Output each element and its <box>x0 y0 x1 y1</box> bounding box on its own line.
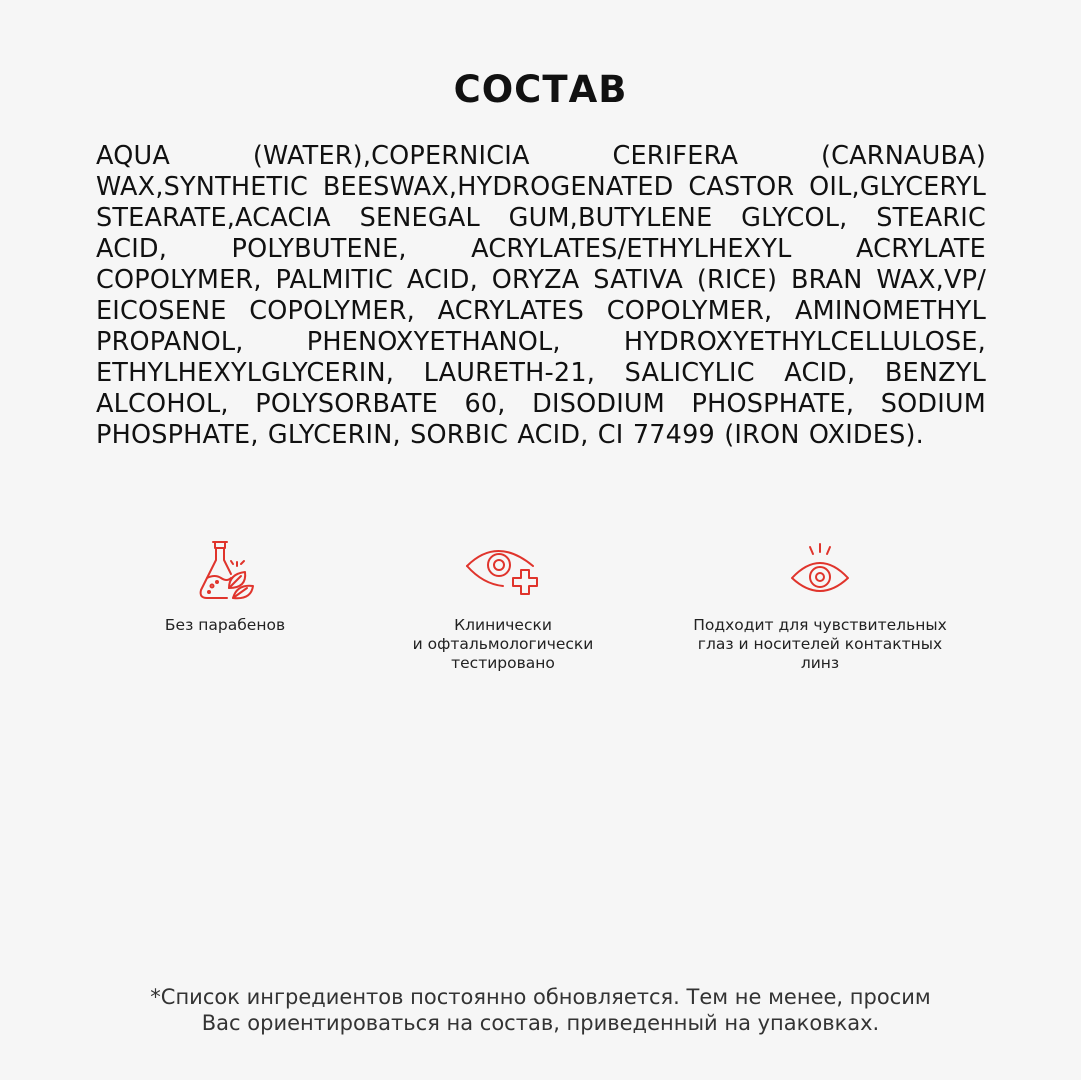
feature-label: Клинически и офтальмологически тестировано <box>412 616 594 672</box>
feature-sensitive-eyes <box>675 538 965 673</box>
feature-no-parabens <box>80 538 370 635</box>
feature-label: Подходит для чувствительных глаз и носителей контактных линз <box>693 616 947 672</box>
eye-plus-icon <box>461 538 545 604</box>
eye-rays-icon <box>778 538 862 604</box>
feature-label: Без парабенов <box>164 616 286 634</box>
features-row <box>0 538 1081 698</box>
footnote: *Список ингредиентов постоянно обновляется. Тем не менее, просим Вас ориентироваться на состав, приведенный на упаковках. <box>150 985 931 1035</box>
page-title: СОСТАВ <box>453 68 628 111</box>
flask-leaf-icon <box>183 538 267 604</box>
feature-clinically-tested <box>358 538 648 673</box>
ingredients-list: AQUA (WATER),COPERNICIA CERIFERA (CARNAUBA) WAX,SYNTHETIC BEESWAX,HYDROGENATED CASTOR OIL,GLYCERYL STEARATE,ACACIA SENEGAL GUM,BUTYLENE GLYCOL, STEARIC ACID, POLYBUTENE, ACRYLATES/ETHYLHEXYL ACRYLATE COPOLYMER, PALMITIC ACID, ORYZA SATIVA (RICE) BRAN WAX,VP/ EICOSENE COPOLYMER, ACRYLATES COPOLYMER, AMINOMETHYL PROPANOL, PHENOXYETHANOL, HYDROXYETHYLCELLULOSE, ETHYLHEXYLGLYCERIN, LAURETH-21, SALICYLIC ACID, BENZYL ALCOHOL, POLYSORBATE 60, DISODIUM PHOSPHATE, SODIUM PHOSPHATE, GLYCERIN, SORBIC ACID, CI 77499 (IRON OXIDES). <box>96 141 986 450</box>
